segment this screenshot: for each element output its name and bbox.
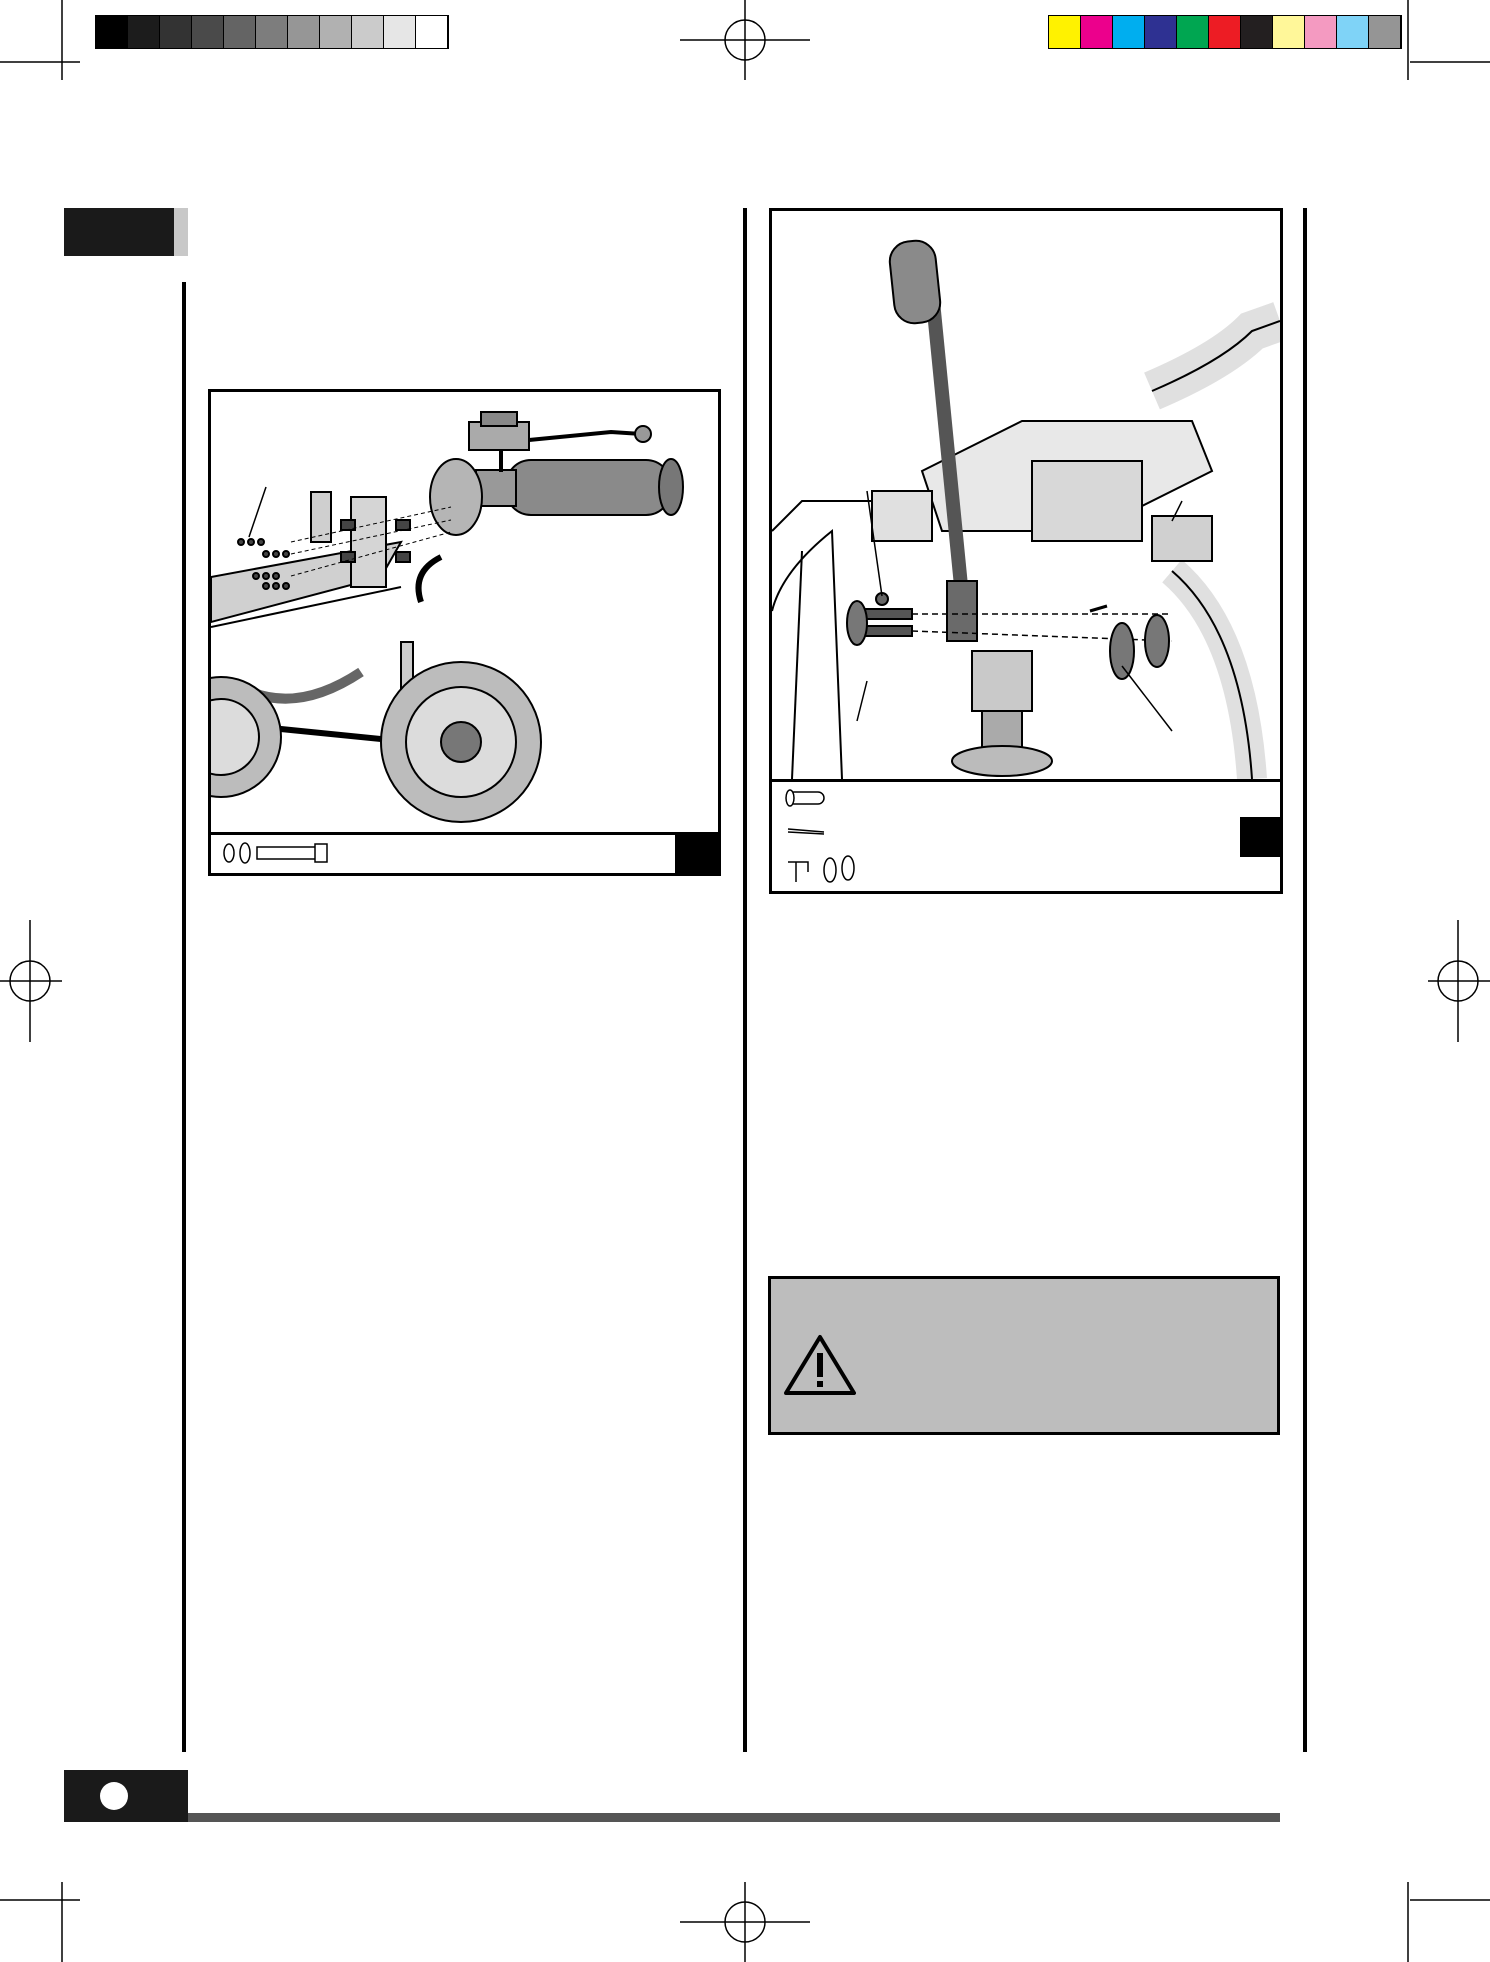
registration-mark-top xyxy=(680,0,810,80)
process-color-bar xyxy=(1048,15,1402,49)
process-swatch xyxy=(1209,16,1241,48)
warning-triangle-icon xyxy=(784,1333,856,1397)
crop-mark-top-right xyxy=(1408,0,1490,80)
registration-mark-right xyxy=(1428,920,1490,1042)
pin-clip-parts-icon xyxy=(782,782,862,892)
gray-swatch xyxy=(128,16,160,48)
process-swatch xyxy=(1369,16,1401,48)
warning-box xyxy=(768,1276,1280,1435)
section-tab xyxy=(64,208,174,256)
footer-tab xyxy=(64,1770,188,1822)
registration-mark-bottom xyxy=(680,1882,810,1962)
gray-swatch xyxy=(384,16,416,48)
registration-mark-left xyxy=(0,920,62,1042)
log-splitter-cylinder-illustration xyxy=(211,392,718,832)
gray-swatch xyxy=(160,16,192,48)
process-swatch xyxy=(1145,16,1177,48)
gray-swatch xyxy=(192,16,224,48)
figure-right-number-box xyxy=(1240,817,1280,857)
crop-mark-bottom-left xyxy=(0,1882,80,1962)
page-number-circle xyxy=(100,1782,128,1810)
crop-mark-bottom-right xyxy=(1408,1882,1490,1962)
gray-swatch xyxy=(320,16,352,48)
figure-left xyxy=(208,389,721,876)
figure-left-parts-strip xyxy=(211,832,675,873)
process-swatch xyxy=(1337,16,1369,48)
process-swatch xyxy=(1273,16,1305,48)
figure-right-parts-strip xyxy=(772,779,1280,891)
bolt-washer-nut-icon xyxy=(221,835,331,871)
process-swatch xyxy=(1081,16,1113,48)
gray-swatch xyxy=(288,16,320,48)
gray-swatch xyxy=(416,16,448,48)
gray-swatch xyxy=(256,16,288,48)
gray-swatch xyxy=(224,16,256,48)
process-swatch xyxy=(1049,16,1081,48)
process-swatch xyxy=(1113,16,1145,48)
process-swatch xyxy=(1177,16,1209,48)
gray-swatch xyxy=(96,16,128,48)
figure-left-number-box xyxy=(675,832,718,873)
crop-mark-top-left xyxy=(0,0,80,80)
gray-swatch xyxy=(352,16,384,48)
footer-rule xyxy=(188,1813,1280,1822)
process-swatch xyxy=(1305,16,1337,48)
gray-scale-bar xyxy=(95,15,449,49)
figure-right xyxy=(769,208,1283,894)
process-swatch xyxy=(1241,16,1273,48)
control-handle-illustration xyxy=(772,211,1280,779)
section-tab-edge xyxy=(174,208,188,256)
